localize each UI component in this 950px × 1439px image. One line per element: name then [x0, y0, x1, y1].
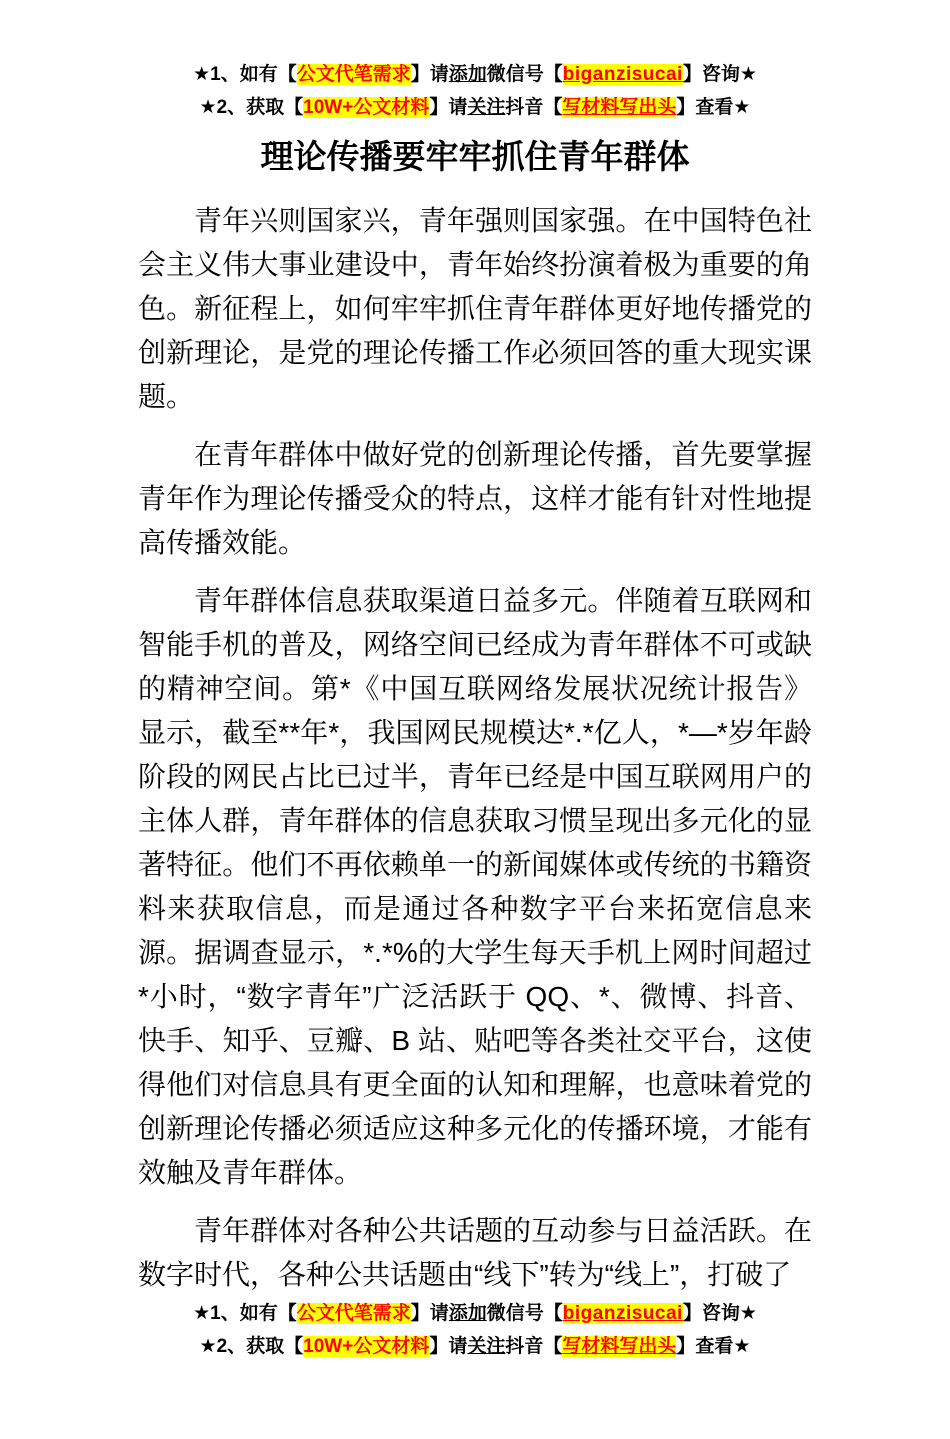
promo-header-line-1: [138, 58, 812, 91]
promo-footer: [138, 1297, 812, 1439]
promo-underline-add: 添加: [448, 64, 487, 85]
promo-header-line-2: [138, 91, 812, 124]
promo-text: 】请: [429, 1336, 468, 1357]
promo-wechat-id: biganzisucai: [562, 1303, 683, 1324]
promo-text: 】请: [410, 64, 449, 85]
promo-text: 】咨询★: [682, 64, 757, 85]
promo-text: 抖音【: [505, 97, 563, 118]
promo-text: ★1、如有【: [193, 1303, 297, 1324]
promo-underline-follow: 关注: [467, 97, 506, 118]
document-title: 理论传播要牢牢抓住青年群体: [260, 138, 690, 175]
promo-text: 】请: [429, 97, 468, 118]
paragraph-3: 青年群体信息获取渠道日益多元。伴随着互联网和智能手机的普及，网络空间已经成为青年群体不可或缺的精神空间。第*《中国互联网络发展状况统计报告》显示，截至**年*，我国网民规模达*.*亿人，*—*岁年龄阶段的网民占比已过半，青年已经是中国互联网用户的主体人群，青年群体的信息获取习惯呈现出多元化的显著特征。他们不再依赖单一的新闻媒体或传统的书籍资料来获取信息，而是通过各种数字平台来拓宽信息来源。据调查显示，*.*%的大学生每天手机上网时间超过*小时，“数字青年”广泛活跃于 QQ、*、微博、抖音、快手、知乎、豆瓣、B 站、贴吧等各类社交平台，这使得他们对信息具有更全面的认知和理解，也意味着党的创新理论传播必须适应这种多元化的传播环境，才能有效触及青年群体。: [138, 585, 812, 1188]
promo-text: 抖音【: [505, 1336, 563, 1357]
paragraph-1: 青年兴则国家兴，青年强则国家强。在中国特色社会主义伟大事业建设中，青年始终扮演着极为重要的角色。新征程上，如何牢牢抓住青年群体更好地传播党的创新理论，是党的理论传播工作必须回答的重大现实课题。: [138, 205, 812, 412]
promo-douyin-id: 写材料写出头: [562, 1336, 677, 1357]
promo-header: [138, 58, 812, 124]
promo-text: ★1、如有【: [193, 64, 297, 85]
promo-highlight-materials: 10W+公文材料: [303, 97, 430, 118]
promo-footer-line-2: [138, 1330, 812, 1363]
promo-underline-follow: 关注: [467, 1336, 506, 1357]
promo-text: 】请: [410, 1303, 449, 1324]
promo-text: 】查看★: [676, 1336, 751, 1357]
paragraph-4: 青年群体对各种公共话题的互动参与日益活跃。在数字时代，各种公共话题由“线下”转为“线上”，打破了: [138, 1215, 812, 1290]
promo-text: 】查看★: [676, 97, 751, 118]
promo-text: 】咨询★: [682, 1303, 757, 1324]
promo-wechat-id: biganzisucai: [562, 64, 683, 85]
promo-highlight-materials: 10W+公文材料: [303, 1336, 430, 1357]
promo-text: ★2、获取【: [199, 97, 304, 118]
promo-text: ★2、获取【: [199, 1336, 304, 1357]
promo-douyin-id: 写材料写出头: [562, 97, 677, 118]
document-body: [138, 185, 812, 1297]
promo-footer-line-1: [138, 1297, 812, 1330]
promo-highlight-service: 公文代笔需求: [296, 64, 411, 85]
promo-underline-add: 添加: [448, 1303, 487, 1324]
promo-highlight-service: 公文代笔需求: [296, 1303, 411, 1324]
promo-text: 微信号【: [486, 64, 563, 85]
paragraph-2: 在青年群体中做好党的创新理论传播，首先要掌握青年作为理论传播受众的特点，这样才能有针对性地提高传播效能。: [138, 439, 812, 558]
promo-text: 微信号【: [486, 1303, 563, 1324]
